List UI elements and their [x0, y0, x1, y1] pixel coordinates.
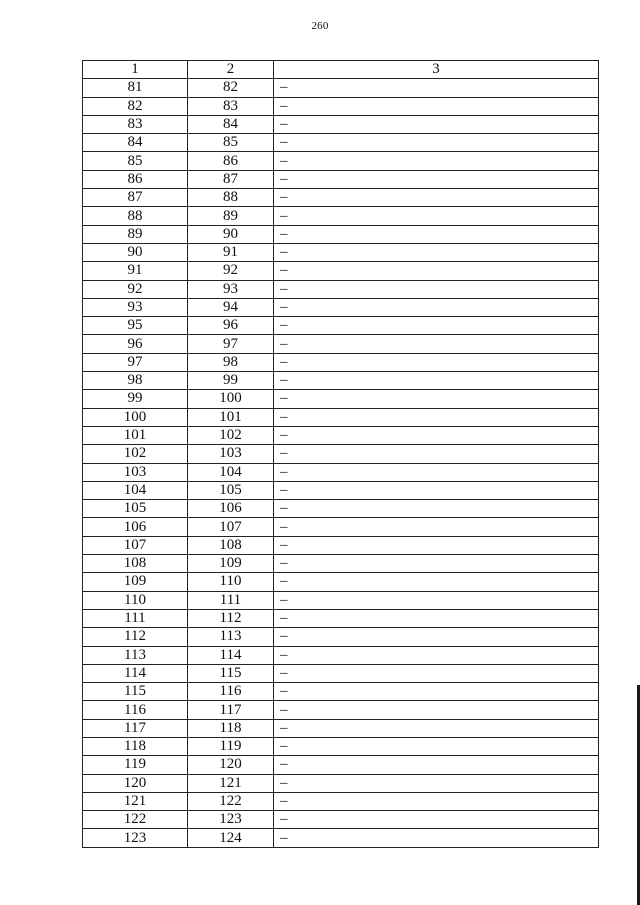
table-cell-col3: –: [274, 115, 599, 133]
table-cell-col3: –: [274, 591, 599, 609]
table-cell-col3: –: [274, 719, 599, 737]
table-cell-col1: 81: [83, 79, 188, 97]
table-cell-col3: –: [274, 134, 599, 152]
table-cell-col2: 82: [188, 79, 274, 97]
table-cell-col3: –: [274, 500, 599, 518]
table-cell-col2: 116: [188, 683, 274, 701]
table-cell-col1: 109: [83, 573, 188, 591]
table-cell-col3: –: [274, 445, 599, 463]
table-cell-col1: 84: [83, 134, 188, 152]
table-cell-col3: –: [274, 372, 599, 390]
table-cell-col1: 122: [83, 811, 188, 829]
table-row: [83, 298, 599, 316]
table-cell-col2: 119: [188, 737, 274, 755]
table-row: [83, 280, 599, 298]
table-cell-col2: 93: [188, 280, 274, 298]
table-cell-col2: 117: [188, 701, 274, 719]
table-cell-col2: 90: [188, 225, 274, 243]
table-cell-col1: 82: [83, 97, 188, 115]
table-cell-col1: 116: [83, 701, 188, 719]
table-row: [83, 719, 599, 737]
table-cell-col1: 102: [83, 445, 188, 463]
table-row: [83, 792, 599, 810]
table-cell-col2: 113: [188, 628, 274, 646]
table-cell-col2: 115: [188, 664, 274, 682]
table-cell-col3: –: [274, 664, 599, 682]
table-cell-col1: 106: [83, 518, 188, 536]
table-cell-col1: 85: [83, 152, 188, 170]
table-cell-col2: 122: [188, 792, 274, 810]
table-row: [83, 243, 599, 261]
table-row: [83, 683, 599, 701]
column-header-1: 1: [83, 61, 188, 79]
table-cell-col3: –: [274, 481, 599, 499]
table-cell-col3: –: [274, 701, 599, 719]
table-cell-col2: 110: [188, 573, 274, 591]
table-cell-col2: 124: [188, 829, 274, 847]
table-cell-col2: 111: [188, 591, 274, 609]
table-row: [83, 115, 599, 133]
table-cell-col2: 114: [188, 646, 274, 664]
table-row: [83, 463, 599, 481]
table-cell-col3: –: [274, 811, 599, 829]
table-cell-col2: 112: [188, 609, 274, 627]
table-cell-col3: –: [274, 426, 599, 444]
table-cell-col2: 94: [188, 298, 274, 316]
table-cell-col1: 103: [83, 463, 188, 481]
table-cell-col2: 99: [188, 372, 274, 390]
table-row: [83, 536, 599, 554]
table-cell-col3: –: [274, 353, 599, 371]
table-row: [83, 225, 599, 243]
table-cell-col1: 113: [83, 646, 188, 664]
table-cell-col1: 120: [83, 774, 188, 792]
table-cell-col2: 120: [188, 756, 274, 774]
table-cell-col1: 100: [83, 408, 188, 426]
column-header-3: 3: [274, 61, 599, 79]
table-row: [83, 262, 599, 280]
table-row: [83, 811, 599, 829]
table-cell-col3: –: [274, 152, 599, 170]
table-row: [83, 646, 599, 664]
table-cell-col2: 108: [188, 536, 274, 554]
table-cell-col2: 118: [188, 719, 274, 737]
table-cell-col1: 110: [83, 591, 188, 609]
table-cell-col3: –: [274, 207, 599, 225]
table-cell-col3: –: [274, 774, 599, 792]
table-row: [83, 445, 599, 463]
table-cell-col3: –: [274, 536, 599, 554]
table-row: [83, 500, 599, 518]
table-row: [83, 408, 599, 426]
table-row: [83, 481, 599, 499]
table-cell-col2: 100: [188, 390, 274, 408]
table-body: [83, 79, 599, 847]
table-cell-col3: –: [274, 463, 599, 481]
table-cell-col3: –: [274, 555, 599, 573]
table-cell-col2: 83: [188, 97, 274, 115]
table-cell-col3: –: [274, 683, 599, 701]
table-row: [83, 97, 599, 115]
table-row: [83, 426, 599, 444]
table-cell-col1: 89: [83, 225, 188, 243]
table-cell-col1: 118: [83, 737, 188, 755]
table-cell-col1: 88: [83, 207, 188, 225]
table-cell-col2: 106: [188, 500, 274, 518]
table-cell-col2: 91: [188, 243, 274, 261]
table-cell-col1: 123: [83, 829, 188, 847]
table-row: [83, 518, 599, 536]
table-cell-col3: –: [274, 628, 599, 646]
table-cell-col2: 98: [188, 353, 274, 371]
table-cell-col3: –: [274, 573, 599, 591]
table-row: [83, 701, 599, 719]
table-cell-col1: 87: [83, 189, 188, 207]
table-cell-col2: 107: [188, 518, 274, 536]
table-row: [83, 737, 599, 755]
table-cell-col3: –: [274, 609, 599, 627]
table-cell-col2: 103: [188, 445, 274, 463]
table-cell-col3: –: [274, 189, 599, 207]
table-cell-col1: 115: [83, 683, 188, 701]
table-cell-col1: 86: [83, 170, 188, 188]
table-cell-col3: –: [274, 170, 599, 188]
table-cell-col2: 92: [188, 262, 274, 280]
table-cell-col2: 96: [188, 317, 274, 335]
table-cell-col3: –: [274, 829, 599, 847]
table-cell-col2: 89: [188, 207, 274, 225]
table-cell-col2: 84: [188, 115, 274, 133]
table-cell-col1: 117: [83, 719, 188, 737]
table-row: [83, 609, 599, 627]
table-row: [83, 152, 599, 170]
table-cell-col1: 90: [83, 243, 188, 261]
table-cell-col1: 97: [83, 353, 188, 371]
table-row: [83, 555, 599, 573]
data-table: [82, 60, 599, 848]
table-cell-col3: –: [274, 390, 599, 408]
table-row: [83, 591, 599, 609]
table-row: [83, 774, 599, 792]
table-cell-col3: –: [274, 737, 599, 755]
table-cell-col1: 107: [83, 536, 188, 554]
table-cell-col2: 101: [188, 408, 274, 426]
table-cell-col2: 102: [188, 426, 274, 444]
table-cell-col1: 101: [83, 426, 188, 444]
table-cell-col1: 111: [83, 609, 188, 627]
table-row: [83, 390, 599, 408]
table-cell-col3: –: [274, 97, 599, 115]
table-cell-col1: 104: [83, 481, 188, 499]
table-cell-col2: 105: [188, 481, 274, 499]
table-row: [83, 353, 599, 371]
table-row: [83, 335, 599, 353]
table-cell-col3: –: [274, 335, 599, 353]
table-cell-col3: –: [274, 79, 599, 97]
table-cell-col1: 105: [83, 500, 188, 518]
table-cell-col3: –: [274, 408, 599, 426]
page-number: 260: [311, 20, 329, 32]
table-cell-col1: 96: [83, 335, 188, 353]
table-cell-col3: –: [274, 298, 599, 316]
table-cell-col1: 91: [83, 262, 188, 280]
table-cell-col2: 109: [188, 555, 274, 573]
table-cell-col1: 108: [83, 555, 188, 573]
table-row: [83, 207, 599, 225]
table-row: [83, 134, 599, 152]
table-cell-col1: 114: [83, 664, 188, 682]
table-cell-col1: 83: [83, 115, 188, 133]
table-row: [83, 628, 599, 646]
table-cell-col3: –: [274, 518, 599, 536]
table-row: [83, 317, 599, 335]
table-cell-col2: 97: [188, 335, 274, 353]
table-cell-col3: –: [274, 262, 599, 280]
column-header-2: 2: [188, 61, 274, 79]
table-cell-col2: 86: [188, 152, 274, 170]
table-cell-col1: 121: [83, 792, 188, 810]
table-cell-col1: 95: [83, 317, 188, 335]
table-row: [83, 372, 599, 390]
table-cell-col3: –: [274, 280, 599, 298]
table-cell-col3: –: [274, 317, 599, 335]
table-row: [83, 756, 599, 774]
table-cell-col3: –: [274, 792, 599, 810]
table-cell-col3: –: [274, 756, 599, 774]
table-cell-col2: 87: [188, 170, 274, 188]
table-cell-col1: 119: [83, 756, 188, 774]
table-cell-col2: 123: [188, 811, 274, 829]
table-header: [83, 61, 599, 79]
table-cell-col1: 92: [83, 280, 188, 298]
table-row: [83, 170, 599, 188]
table-row: [83, 829, 599, 847]
table-cell-col2: 104: [188, 463, 274, 481]
table-cell-col2: 88: [188, 189, 274, 207]
table-cell-col1: 93: [83, 298, 188, 316]
table-cell-col3: –: [274, 646, 599, 664]
table-cell-col1: 98: [83, 372, 188, 390]
table-cell-col1: 99: [83, 390, 188, 408]
table-header-row: [83, 61, 599, 79]
table-row: [83, 664, 599, 682]
table-row: [83, 189, 599, 207]
table-cell-col2: 85: [188, 134, 274, 152]
table-cell-col3: –: [274, 225, 599, 243]
table-cell-col2: 121: [188, 774, 274, 792]
table-row: [83, 573, 599, 591]
table-cell-col1: 112: [83, 628, 188, 646]
table-cell-col3: –: [274, 243, 599, 261]
table-row: [83, 79, 599, 97]
